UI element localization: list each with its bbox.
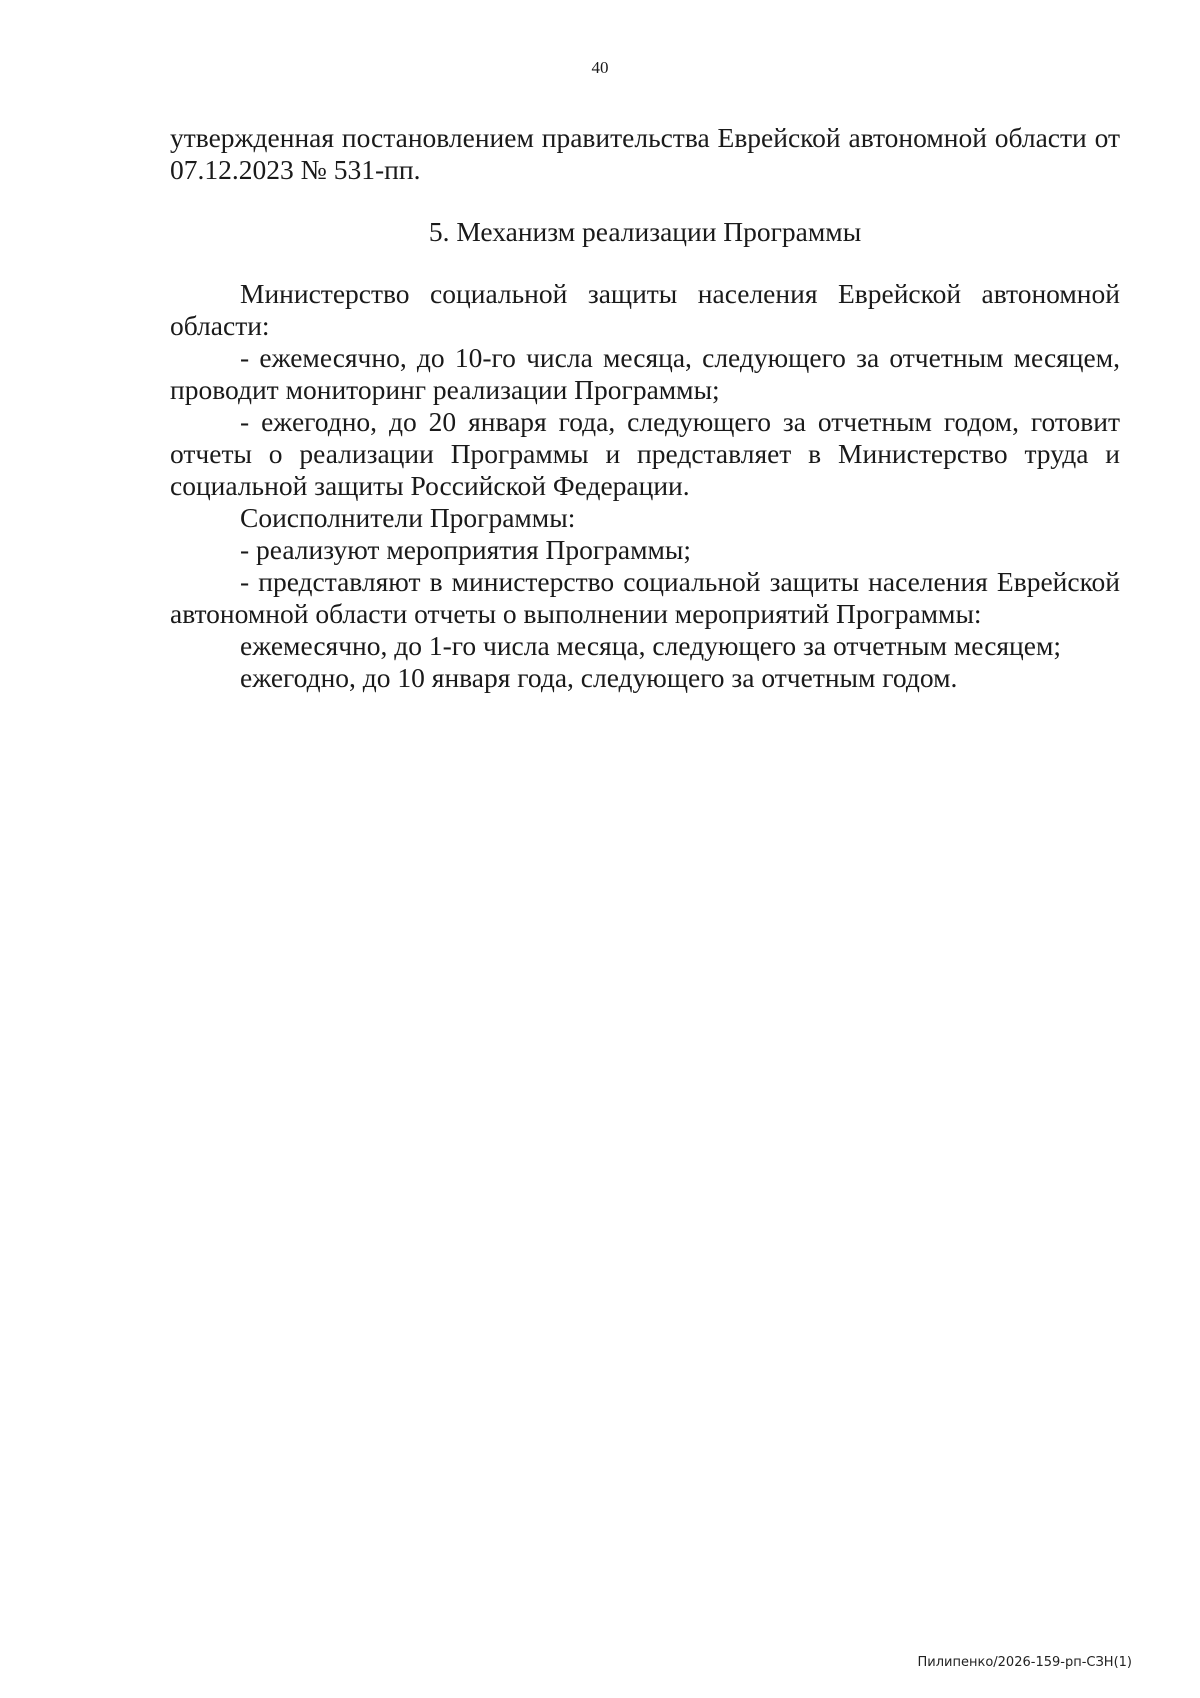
paragraph-yearly-reports: - ежегодно, до 20 января года, следующего за отчетным годом, готовит отчеты о реализации Программы и представляет в Министерство труда и социальной защиты Российской Федерации. bbox=[170, 406, 1120, 501]
paragraph-monthly-deadline: ежемесячно, до 1-го числа месяца, следующего за отчетным месяцем; bbox=[240, 630, 1062, 661]
document-body bbox=[170, 122, 1120, 694]
paragraph-yearly-deadline: ежегодно, до 10 января года, следующего за отчетным годом. bbox=[240, 662, 958, 693]
paragraph-coexecutors: Соисполнители Программы: bbox=[240, 502, 576, 533]
intro-paragraph: утвержденная постановлением правительства Еврейской автономной области от 07.12.2023 № 531-пп. bbox=[170, 122, 1120, 185]
paragraph-submit-reports: - представляют в министерство социальной защиты населения Еврейской автономной области отчеты о выполнении мероприятий Программы: bbox=[170, 566, 1120, 629]
page-number: 40 bbox=[591, 58, 609, 77]
paragraph-ministry: Министерство социальной защиты населения Еврейской автономной области: bbox=[170, 278, 1120, 341]
section-title: 5. Механизм реализации Программы bbox=[428, 216, 862, 247]
paragraph-implement-activities: - реализуют мероприятия Программы; bbox=[240, 534, 692, 565]
document-footer-stamp: Пилипенко/2026-159-рп-СЗН(1) bbox=[917, 1655, 1132, 1670]
paragraph-monthly-monitoring: - ежемесячно, до 10-го числа месяца, следующего за отчетным месяцем, проводит мониторинг реализации Программы; bbox=[170, 342, 1120, 405]
